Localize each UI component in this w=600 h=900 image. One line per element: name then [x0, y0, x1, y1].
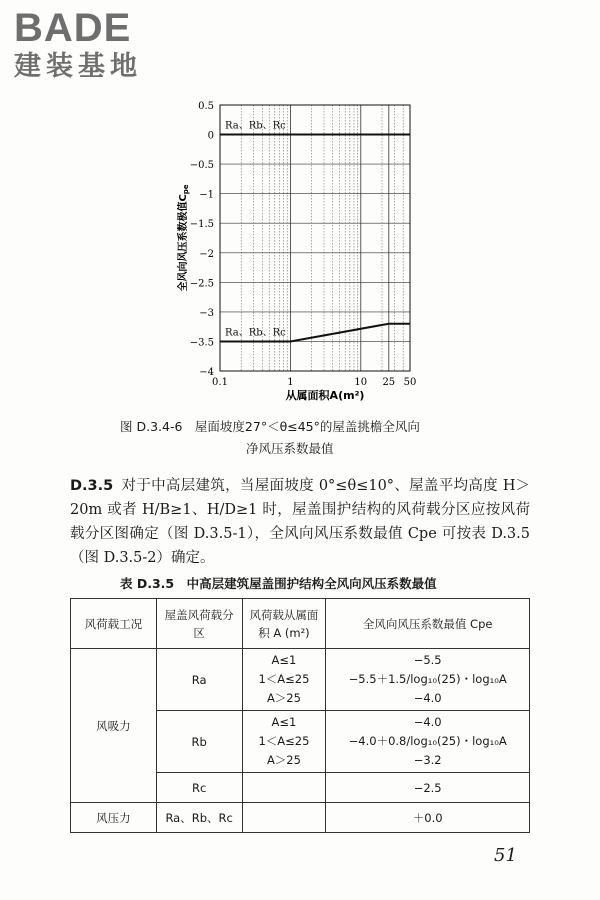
ra-values [326, 649, 530, 711]
rb-value-2: −4.0＋0.8/log₁₀(25)・log₁₀A [348, 734, 507, 748]
y-tick-label: 0.5 [198, 101, 214, 112]
y-axis-label: 全风向风压系数极值$C_{pe}$ [178, 184, 190, 292]
pressure-area [242, 803, 326, 833]
x-tick-label: 0.1 [212, 377, 228, 388]
rb-value-3: −3.2 [413, 753, 442, 767]
y-tick-label: −2.5 [189, 278, 214, 290]
y-tick-label: −4 [199, 367, 214, 378]
table-header-row [71, 599, 530, 649]
ra-area-1: A≤1 [271, 653, 297, 667]
coefficient-table [70, 598, 530, 833]
rc-value: −2.5 [326, 773, 530, 803]
section-number: D.3.5 [70, 478, 114, 494]
ra-areas [242, 649, 326, 711]
rc-area [242, 773, 326, 803]
y-tick-label: −3.5 [189, 337, 214, 349]
caption-line-2: 净风压系数最值 [246, 441, 334, 456]
rb-area-1: A≤1 [271, 715, 297, 729]
y-tick-label: −2 [199, 248, 214, 260]
y-tick-label: −1 [199, 189, 214, 201]
y-tick-label: −3 [199, 307, 214, 319]
header-coefficient: 全风向风压系数最值 Cpe [326, 599, 530, 649]
logo-text-en: BADE [14, 6, 132, 50]
suction-cell: 风吸力 [71, 649, 157, 803]
y-tick-label: 0 [207, 130, 214, 142]
y-tick-label: −1.5 [189, 219, 214, 231]
figure-caption [120, 416, 520, 460]
x-tick-label: 50 [403, 377, 417, 388]
logo [14, 6, 204, 84]
header-load-case: 风荷载工况 [71, 599, 157, 649]
x-tick-label: 1 [287, 377, 294, 388]
x-tick-label: 10 [354, 377, 368, 388]
table-title: 表 D.3.5 中高层建筑屋盖围护结构全风向风压系数最值 [120, 576, 437, 591]
section-paragraph [70, 474, 530, 570]
rb-values [326, 711, 530, 773]
caption-line-1: 图 D.3.4-6 屋面坡度27°＜θ≤45°的屋盖挑檐全风向 [120, 419, 420, 434]
x-axis-label: 从属面积A(m²) [285, 389, 365, 402]
rb-area-3: A＞25 [266, 753, 301, 767]
zone-rb: Rb [156, 711, 242, 773]
ra-value-1: −5.5 [413, 653, 442, 667]
zone-ra: Ra [156, 649, 242, 711]
pressure-zone: Ra、Rb、Rc [156, 803, 242, 833]
table-row-ra [71, 649, 530, 711]
y-axis-label-subscript: pe [182, 184, 190, 195]
zone-rc: Rc [156, 773, 242, 803]
y-tick-label: −0.5 [189, 160, 214, 172]
header-area: 风荷载从属面积 A (m²) [242, 599, 326, 649]
rb-value-1: −4.0 [413, 715, 442, 729]
section-text: 对于中高层建筑，当屋面坡度 0°≤θ≤10°、屋盖平均高度 H＞20m 或者 H/B≥1、H/D≥1 时，屋盖围护结构的风荷载分区应按风荷载分区图确定（图 D.3.5-1），全风向风压系数最值 Cpe 可按表 D.3.5（图 D.3.5-2）确定。 [70, 478, 530, 566]
rb-area-2: 1＜A≤25 [258, 734, 310, 748]
pressure-cell: 风压力 [71, 803, 157, 833]
wind-pressure-chart [160, 90, 450, 410]
chart-svg [160, 90, 450, 410]
series-label-2: Ra、Rb、Rc [225, 120, 286, 132]
ra-value-3: −4.0 [413, 691, 442, 705]
series-label-1: Ra、Rb、Rc [225, 327, 286, 339]
rb-areas [242, 711, 326, 773]
ra-value-2: −5.5＋1.5/log₁₀(25)・log₁₀A [348, 672, 507, 686]
logo-text-zh: 建装基地 [14, 51, 142, 82]
table-row-pressure [71, 803, 530, 833]
page-number: 51 [494, 845, 517, 866]
ra-area-3: A＞25 [266, 691, 301, 705]
header-zone: 屋盖风荷载分区 [156, 599, 242, 649]
ra-area-2: 1＜A≤25 [258, 672, 310, 686]
x-tick-label: 25 [382, 377, 396, 388]
pressure-value: ＋0.0 [326, 803, 530, 833]
